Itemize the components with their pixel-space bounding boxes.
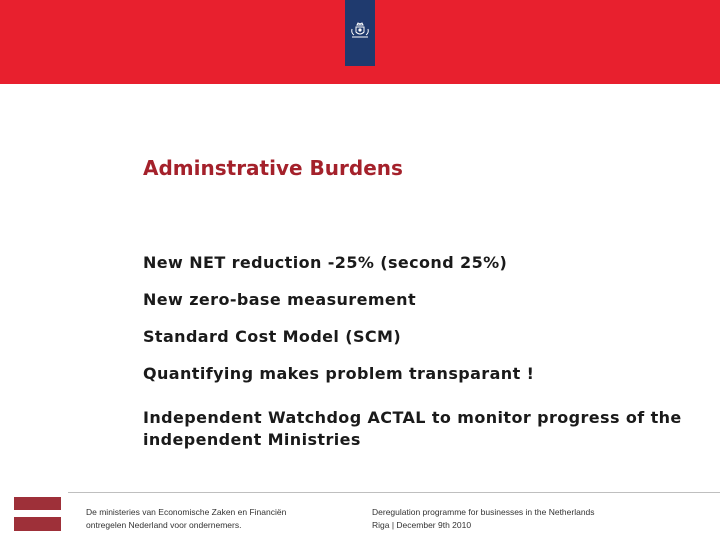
footer-left-line1: De ministeries van Economische Zaken en Financiën: [86, 507, 287, 517]
government-emblem: [345, 0, 375, 66]
bullet-item: New NET reduction -25% (second 25%): [143, 253, 508, 272]
footer-divider: [68, 492, 720, 493]
bullet-item: New zero-base measurement: [143, 290, 417, 309]
footer-right-line1: Deregulation programme for businesses in the Netherlands: [372, 507, 595, 517]
coat-of-arms-icon: [349, 21, 371, 45]
footer-right-line2: Riga | December 9th 2010: [372, 520, 472, 530]
bullet-list: [143, 252, 713, 451]
slide-title: Adminstrative Burdens: [143, 156, 403, 180]
bullet-item: Standard Cost Model (SCM): [143, 327, 402, 346]
bullet-item: Quantifying makes problem transparant !: [143, 364, 535, 383]
footer-left-line2: ontregelen Nederland voor ondernemers.: [86, 520, 242, 530]
latvia-flag-icon: [14, 497, 61, 531]
bullet-item: Independent Watchdog ACTAL to monitor progress of the independent Ministries: [143, 408, 682, 449]
